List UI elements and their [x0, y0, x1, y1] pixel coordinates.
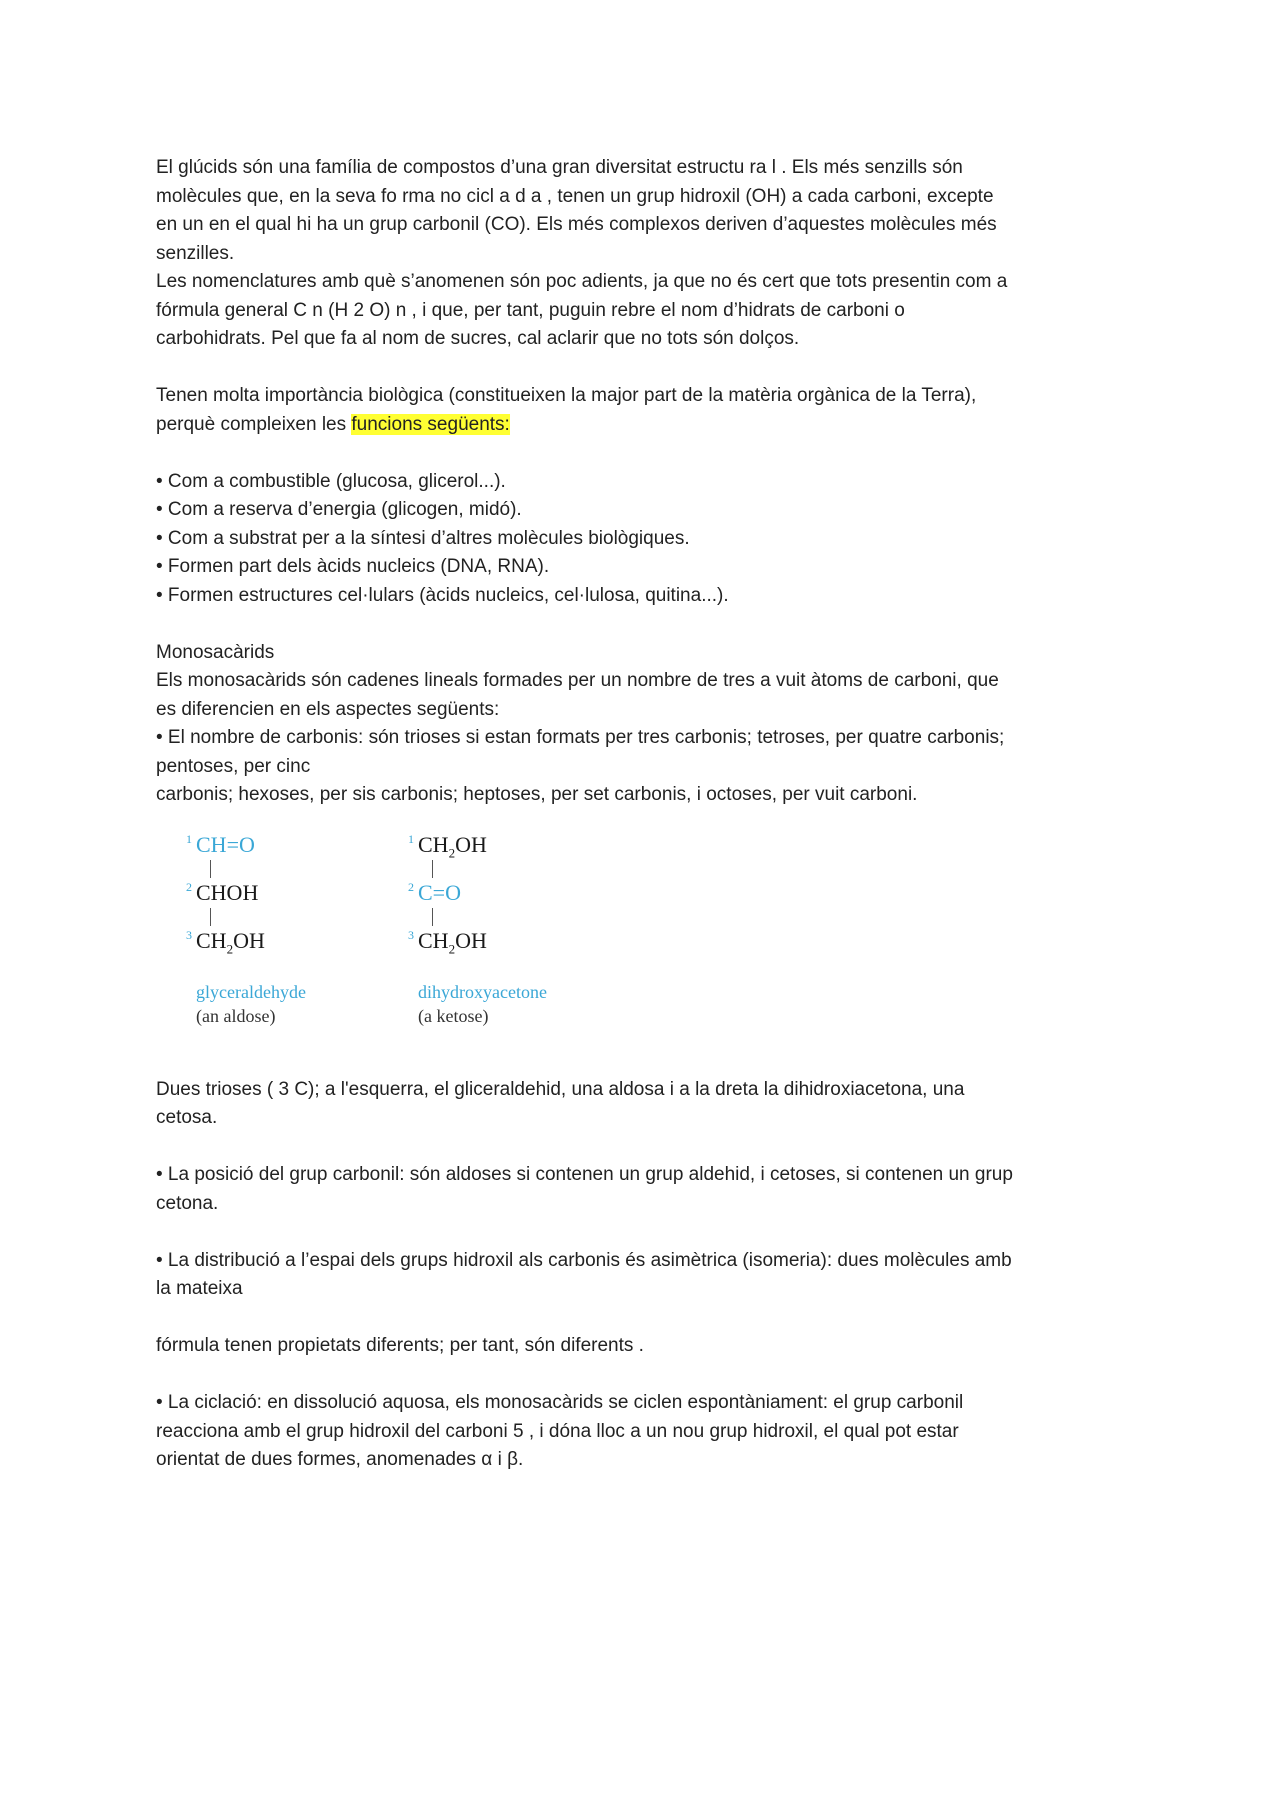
nomenclature-line-2: fórmula general C n (H 2 O) n , i que, per tant, puguin rebre el nom d’hidrats de carboni o — [156, 299, 905, 321]
function-item-5: • Formen estructures cel·lulars (àcids nucleics, cel·lulosa, quitina...). — [156, 584, 729, 606]
dihydroxyacetone-structure — [408, 831, 598, 1028]
formula-group: $CH_2OH$ — [196, 927, 265, 956]
document-page — [156, 154, 1136, 1475]
mono-line-2: es diferencien en els aspectes següents: — [156, 698, 500, 720]
function-item-3: • Com a substrat per a la síntesi d’altres molècules biològiques. — [156, 527, 690, 549]
figure-caption-line-2: cetosa. — [156, 1107, 218, 1128]
isomeria-line-3: fórmula tenen propietats diferents; per tant, són diferents . — [156, 1335, 644, 1356]
mono-line-3: • El nombre de carbonis: són trioses si estan formats per tres carbonis; tetroses, per quatre carbonis; — [156, 727, 1005, 748]
carbon-2-row — [408, 879, 598, 928]
mono-line-5: carbonis; hexoses, per sis carbonis; heptoses, per set carbonis, i octoses, per vuit carboni. — [156, 784, 918, 805]
isomeria-line-1: • La distribució a l’espai dels grups hidroxil als carbonis és asimètrica (isomeria): dues molècules amb — [156, 1249, 1012, 1271]
carbon-3-row — [408, 927, 598, 976]
carbon-number: 3 — [186, 927, 192, 942]
importance-line-1: Tenen molta importància biològica (constitueixen la major part de la matèria orgànica de la Terra), — [156, 385, 977, 406]
importance-line-2 — [156, 411, 1136, 440]
formula-group: $CH_2OH$ — [418, 831, 487, 860]
carbon-number: 3 — [408, 927, 414, 942]
molecule-type: (a ketose) — [418, 1005, 489, 1026]
nomenclature-line-1: Les nomenclatures amb què s’anomenen són poc adients, ja que no és cert que tots presentin com a — [156, 271, 1008, 292]
carbonyl-position-line-1: • La posició del grup carbonil: són aldoses si contenen un grup aldehid, i cetoses, si contenen un grup — [156, 1164, 1013, 1185]
molecule-type: (an aldose) — [196, 1005, 276, 1026]
glyceraldehyde-structure — [186, 831, 376, 1028]
function-item-4: • Formen part dels àcids nucleics (DNA, RNA). — [156, 556, 550, 577]
bond-line — [432, 860, 433, 878]
isomeria-line-2: la mateixa — [156, 1278, 243, 1299]
carbonyl-position-line-2: cetona. — [156, 1192, 219, 1214]
molecule-name: dihydroxyacetone — [418, 981, 547, 1002]
intro-line-1: El glúcids són una família de compostos d’una gran diversitat estructu ra l . Els més senzills són — [156, 157, 963, 178]
intro-line-4: senzilles. — [156, 242, 235, 264]
carbon-number: 2 — [408, 879, 414, 894]
bond-line — [210, 908, 211, 926]
carbon-1-row — [186, 831, 376, 880]
carbon-number: 1 — [408, 831, 414, 846]
carbon-3-row — [186, 927, 376, 976]
bond-line — [210, 860, 211, 878]
molecule-name: glyceraldehyde — [196, 981, 306, 1002]
formula-group: CH=O — [196, 831, 255, 857]
mono-line-1: Els monosacàrids són cadenes lineals formades per un nombre de tres a vuit àtoms de carboni, que — [156, 670, 999, 691]
nomenclature-line-3: carbohidrats. Pel que fa al nom de sucres, cal aclarir que no tots són dolços. — [156, 328, 800, 349]
section-heading-monosaccharides: Monosacàrids — [156, 641, 275, 663]
carbon-number: 1 — [186, 831, 192, 846]
carbon-2-row — [186, 879, 376, 928]
intro-line-2: molècules que, en la seva fo rma no cicl a d a , tenen un grup hidroxil (OH) a cada carboni, excepte — [156, 185, 994, 207]
importance-line-2-text: perquè compleixen les — [156, 413, 352, 435]
figure-caption-line-1: Dues trioses ( 3 C); a l'esquerra, el gliceraldehid, una aldosa i a la dreta la dihidroxiacetona, una — [156, 1078, 965, 1100]
function-item-2: • Com a reserva d’energia (glicogen, midó). — [156, 499, 522, 520]
highlighted-text: funcions següents: — [351, 413, 510, 435]
mono-line-4: pentoses, per cinc — [156, 755, 311, 777]
cyclization-line-3: orientat de dues formes, anomenades α i β. — [156, 1449, 524, 1470]
cyclization-line-1: • La ciclació: en dissolució aquosa, els monosacàrids se ciclen espontàniament: el grup carbonil — [156, 1392, 964, 1413]
carbon-1-row — [408, 831, 598, 880]
triose-structures-figure — [156, 832, 1136, 1050]
formula-group: CHOH — [196, 879, 259, 905]
intro-line-3: en un en el qual hi ha un grup carbonil (CO). Els més complexos deriven d’aquestes molècules més — [156, 214, 997, 235]
bond-line — [432, 908, 433, 926]
carbon-number: 2 — [186, 879, 192, 894]
cyclization-line-2: reacciona amb el grup hidroxil del carboni 5 , i dóna lloc a un nou grup hidroxil, el qual pot estar — [156, 1420, 959, 1442]
formula-group: $CH_2OH$ — [418, 927, 487, 956]
formula-group: C=O — [418, 879, 461, 905]
function-item-1: • Com a combustible (glucosa, glicerol...). — [156, 470, 506, 492]
